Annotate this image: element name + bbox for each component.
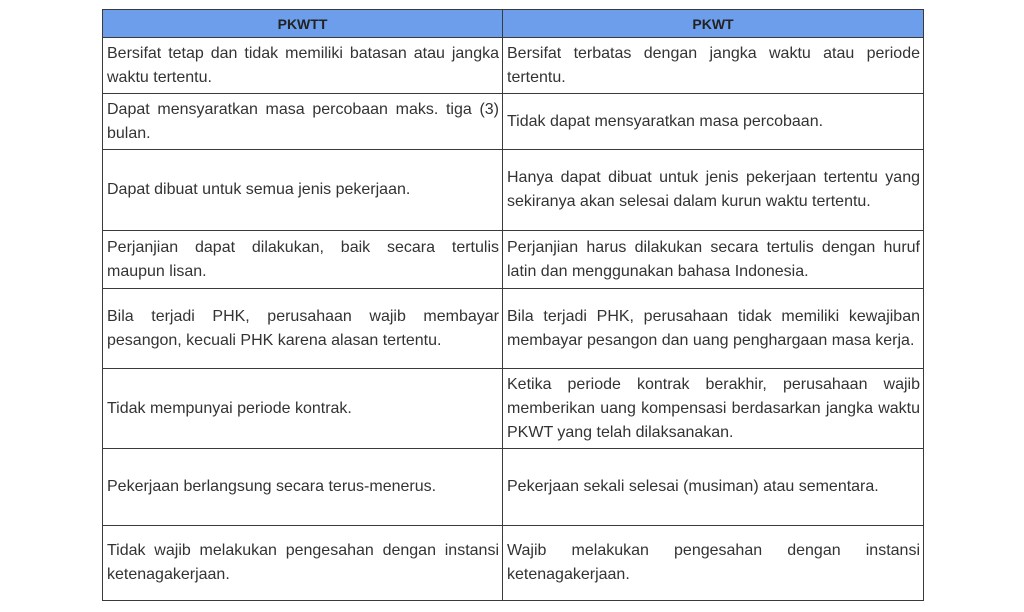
header-pkwtt: PKWTT — [103, 10, 503, 38]
cell-pkwtt: Perjanjian dapat dilakukan, baik secara tertulis maupun lisan. — [103, 231, 503, 289]
cell-pkwt: Bila terjadi PHK, perusahaan tidak memiliki kewajiban membayar pesangon dan uang penghargaan masa kerja. — [503, 289, 924, 369]
cell-pkwtt: Pekerjaan berlangsung secara terus-menerus. — [103, 449, 503, 526]
cell-pkwt: Pekerjaan sekali selesai (musiman) atau sementara. — [503, 449, 924, 526]
comparison-table — [102, 9, 924, 601]
cell-pkwtt: Bersifat tetap dan tidak memiliki batasan atau jangka waktu tertentu. — [103, 38, 503, 94]
cell-pkwtt: Bila terjadi PHK, perusahaan wajib membayar pesangon, kecuali PHK karena alasan tertentu. — [103, 289, 503, 369]
table-row — [103, 289, 924, 369]
cell-pkwt: Wajib melakukan pengesahan dengan instansi ketenagakerjaan. — [503, 526, 924, 601]
table-row — [103, 231, 924, 289]
table-row — [103, 369, 924, 449]
cell-pkwt: Ketika periode kontrak berakhir, perusahaan wajib memberikan uang kompensasi berdasarkan jangka waktu PKWT yang telah dilaksanakan. — [503, 369, 924, 449]
header-row — [103, 10, 924, 38]
cell-pkwt: Tidak dapat mensyaratkan masa percobaan. — [503, 94, 924, 150]
cell-pkwtt: Dapat dibuat untuk semua jenis pekerjaan. — [103, 150, 503, 231]
cell-pkwt: Bersifat terbatas dengan jangka waktu atau periode tertentu. — [503, 38, 924, 94]
cell-pkwt: Hanya dapat dibuat untuk jenis pekerjaan tertentu yang sekiranya akan selesai dalam kurun waktu tertentu. — [503, 150, 924, 231]
table-row — [103, 150, 924, 231]
cell-pkwt: Perjanjian harus dilakukan secara tertulis dengan huruf latin dan menggunakan bahasa Indonesia. — [503, 231, 924, 289]
table-row — [103, 94, 924, 150]
cell-pkwtt: Tidak mempunyai periode kontrak. — [103, 369, 503, 449]
cell-pkwtt: Dapat mensyaratkan masa percobaan maks. tiga (3) bulan. — [103, 94, 503, 150]
header-pkwt: PKWT — [503, 10, 924, 38]
table-row — [103, 526, 924, 601]
table-row — [103, 38, 924, 94]
cell-pkwtt: Tidak wajib melakukan pengesahan dengan instansi ketenagakerjaan. — [103, 526, 503, 601]
table-row — [103, 449, 924, 526]
